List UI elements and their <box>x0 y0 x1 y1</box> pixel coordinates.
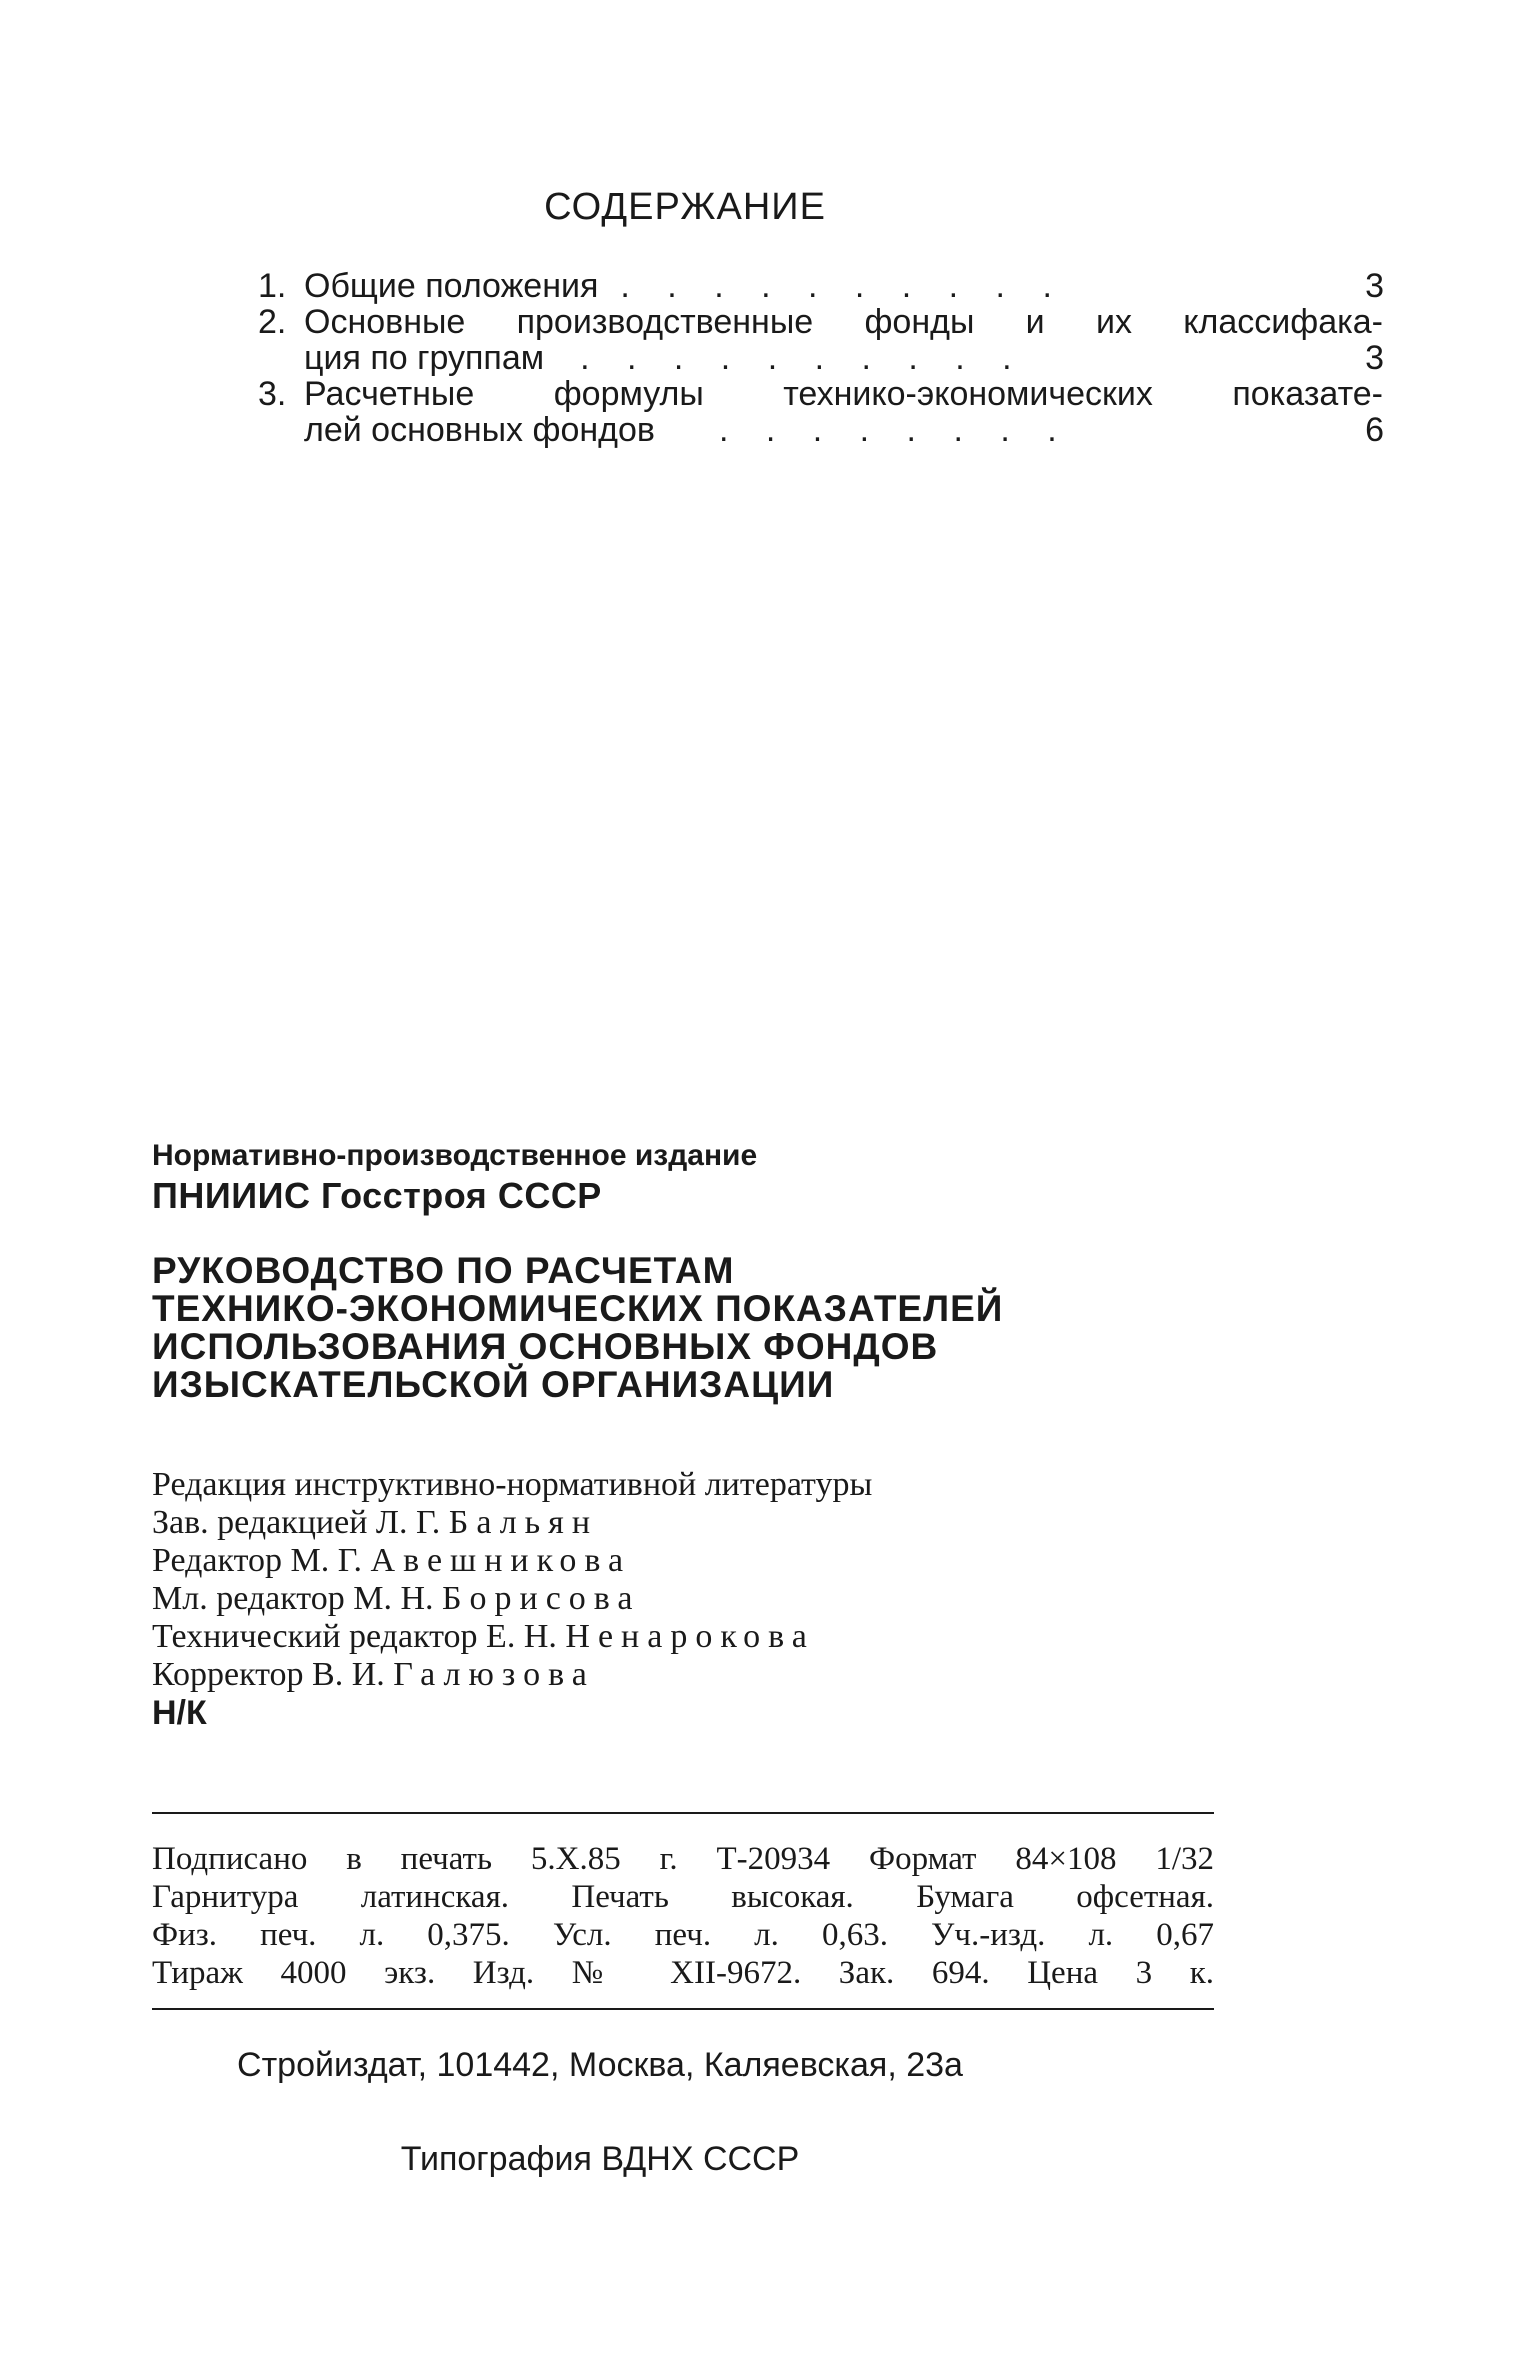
credit-name: Галюзова <box>393 1656 595 1693</box>
document-title <box>152 1252 1003 1404</box>
table-of-contents <box>258 268 1384 448</box>
credit-junior-editor <box>152 1580 872 1618</box>
toc-item-text: лей основных фондов <box>304 411 655 449</box>
institute-name: ПНИИИС Госстроя СССР <box>152 1175 602 1216</box>
credit-role: Мл. редактор М. Н. <box>152 1580 434 1617</box>
credit-code: Н/К <box>152 1694 207 1732</box>
document-title-line: ИСПОЛЬЗОВАНИЯ ОСНОВНЫХ ФОНДОВ <box>152 1326 939 1367</box>
credit-name: Борисова <box>442 1580 641 1617</box>
credit-proofreader <box>152 1656 872 1694</box>
toc-item-1 <box>258 268 1384 304</box>
toc-title: СОДЕРЖАНИЕ <box>544 186 826 228</box>
toc-leader-dots: . . . . . . . . <box>718 411 1071 449</box>
imprint-line: Физ. печ. л. 0,375. Усл. печ. л. 0,63. Уч.-изд. л. 0,67 <box>152 1917 1214 1953</box>
toc-item-2 <box>258 304 1384 340</box>
publisher-address: Стройиздат, 101442, Москва, Каляевская, 23а <box>237 2046 963 2084</box>
document-title-line: ТЕХНИКО-ЭКОНОМИЧЕСКИХ ПОКАЗАТЕЛЕЙ <box>152 1288 1004 1329</box>
toc-item-text: Расчетные формулы технико-экономических показате- <box>304 375 1383 413</box>
edition-type: Нормативно-производственное издание <box>152 1139 758 1172</box>
credit-name: Ненарокова <box>565 1618 815 1655</box>
toc-item-3-continued <box>258 412 1384 448</box>
credits-block <box>152 1466 872 1732</box>
toc-item-text: Общие положения <box>304 267 599 305</box>
imprint-line: Тираж 4000 экз. Изд. № XII-9672. Зак. 694. Цена 3 к. <box>152 1955 1214 1991</box>
imprint-line: Гарнитура латинская. Печать высокая. Бумага офсетная. <box>152 1879 1214 1915</box>
toc-leader-dots: . . . . . . . . . . <box>580 339 1026 377</box>
editorial-office: Редакция инструктивно-нормативной литературы <box>152 1466 873 1503</box>
toc-item-number: 3. <box>258 375 287 413</box>
credit-editor <box>152 1542 872 1580</box>
imprint-block <box>152 1840 1214 1992</box>
document-title-line: РУКОВОДСТВО ПО РАСЧЕТАМ <box>152 1250 735 1291</box>
credit-role: Технический редактор Е. Н. <box>152 1618 557 1655</box>
divider-rule <box>152 2008 1214 2010</box>
credit-head-editor <box>152 1504 872 1542</box>
credit-role: Корректор В. И. <box>152 1656 385 1693</box>
toc-item-page: 3 <box>1365 339 1384 377</box>
toc-item-text: ция по группам <box>304 339 545 377</box>
credit-name: Авешникова <box>370 1542 632 1579</box>
imprint-line: Подписано в печать 5.X.85 г. Т-20934 Формат 84×108 1/32 <box>152 1841 1214 1877</box>
toc-item-page: 3 <box>1365 267 1384 305</box>
toc-item-number: 1. <box>258 267 287 305</box>
divider-rule <box>152 1812 1214 1814</box>
printer-name: Типография ВДНХ СССР <box>400 2140 800 2178</box>
credit-role: Зав. редакцией Л. Г. <box>152 1504 441 1541</box>
toc-item-text: Основные производственные фонды и их классифака- <box>304 303 1383 341</box>
toc-item-page: 6 <box>1365 411 1384 449</box>
toc-item-number: 2. <box>258 303 287 341</box>
toc-item-3 <box>258 376 1384 412</box>
credit-role: Редактор М. Г. <box>152 1542 363 1579</box>
credit-technical-editor <box>152 1618 872 1656</box>
document-title-line: ИЗЫСКАТЕЛЬСКОЙ ОРГАНИЗАЦИИ <box>152 1364 835 1405</box>
toc-leader-dots: . . . . . . . . . . <box>620 267 1066 305</box>
credit-name: Бальян <box>448 1504 599 1541</box>
toc-item-2-continued <box>258 340 1384 376</box>
